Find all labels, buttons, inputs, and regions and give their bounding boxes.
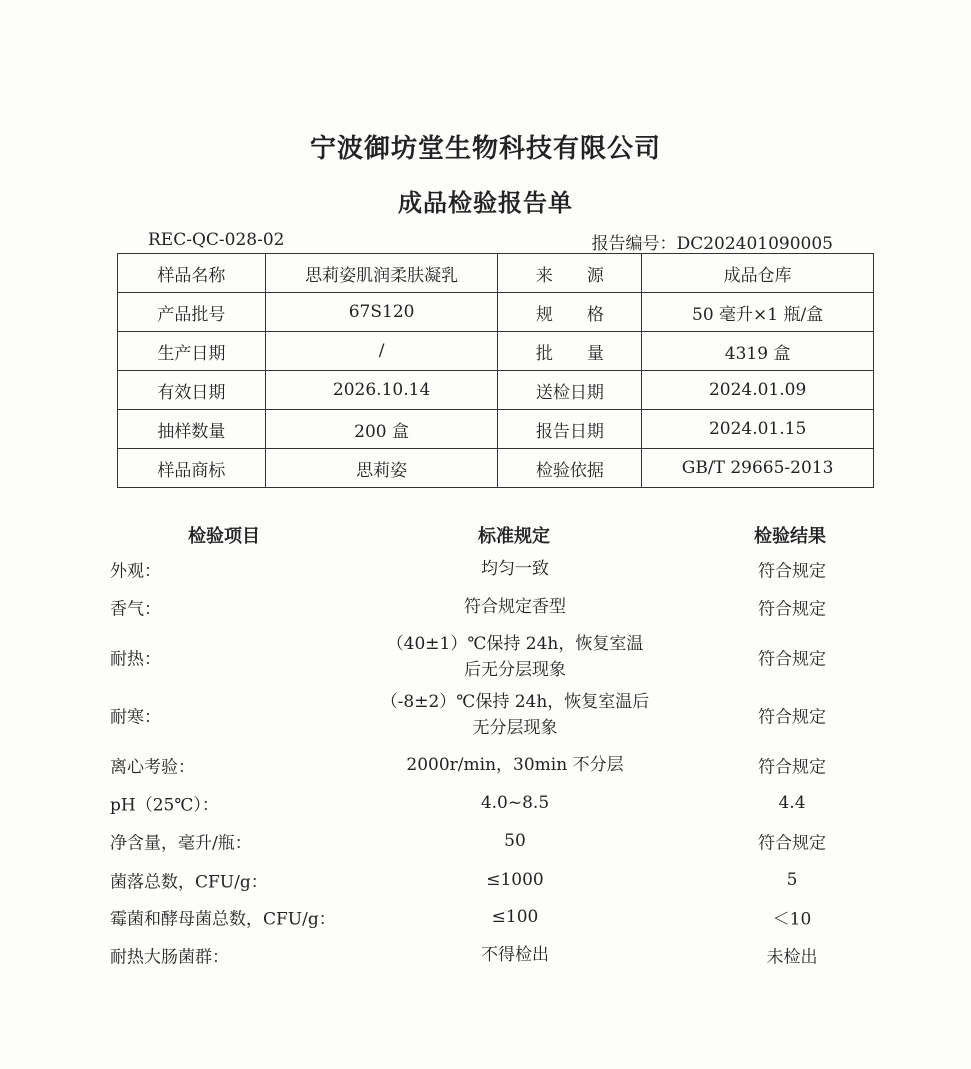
result-item: 耐热：	[110, 649, 161, 670]
report-number	[592, 229, 833, 254]
info-value: /	[265, 332, 498, 371]
info-value: 思莉姿肌润柔肤凝乳	[265, 254, 498, 293]
info-label: 报告日期	[498, 410, 642, 449]
result-item: pH（25℃）：	[110, 795, 219, 816]
result-item: 耐热大肠菌群：	[110, 947, 229, 968]
result-standard: 2000r/min，30min 不分层	[406, 755, 624, 775]
result-standard-line2: 无分层现象	[472, 718, 558, 738]
result-item: 外观：	[110, 561, 161, 582]
info-value: 2024.01.09	[642, 371, 874, 410]
info-value: 2024.01.15	[642, 410, 874, 449]
table-row	[118, 371, 874, 410]
info-label: 样品名称	[118, 254, 266, 293]
result-item: 离心考验：	[110, 757, 195, 778]
result-item: 香气：	[110, 599, 161, 620]
info-label: 检验依据	[498, 449, 642, 488]
result-value: 符合规定	[758, 757, 826, 778]
table-row	[118, 254, 874, 293]
info-value: 2026.10.14	[265, 371, 498, 410]
result-standard: ≤100	[491, 907, 539, 927]
result-item: 霉菌和酵母菌总数，CFU/g：	[110, 909, 336, 930]
result-row	[0, 822, 971, 860]
document-number: REC-QC-028-02	[148, 230, 285, 250]
table-row	[118, 332, 874, 371]
result-standard: ≤1000	[486, 870, 544, 890]
result-row	[0, 784, 971, 822]
info-value: 67S120	[265, 293, 498, 332]
result-value: 未检出	[766, 947, 818, 968]
company-name: 宁波御坊堂生物科技有限公司	[309, 134, 661, 164]
sample-info-table	[117, 253, 874, 488]
info-label: 样品商标	[118, 449, 266, 488]
result-item: 净含量，毫升/瓶：	[110, 833, 252, 854]
result-value: ＜10	[772, 909, 812, 930]
result-value: 5	[786, 870, 798, 890]
info-label: 抽样数量	[118, 410, 266, 449]
result-standard-line1: （40±1）℃保持 24h，恢复室温	[386, 634, 644, 654]
result-item: 菌落总数，CFU/g：	[110, 872, 268, 893]
result-value: 4.4	[778, 793, 806, 813]
result-value: 符合规定	[758, 649, 826, 670]
header-result: 检验结果	[754, 526, 826, 547]
header-item: 检验项目	[188, 526, 260, 547]
table-row	[118, 293, 874, 332]
info-value: 200 盒	[265, 410, 498, 449]
result-standard: 4.0~8.5	[480, 793, 550, 813]
table-row	[118, 449, 874, 488]
info-value: 思莉姿	[265, 449, 498, 488]
result-standard	[330, 689, 700, 741]
result-standard-line1: （-8±2）℃保持 24h，恢复室温后	[380, 692, 650, 712]
info-label: 规 格	[498, 293, 642, 332]
result-row	[0, 628, 971, 686]
result-value: 符合规定	[758, 707, 826, 728]
result-row	[0, 898, 971, 936]
info-value: 成品仓库	[642, 254, 874, 293]
result-standard: 符合规定香型	[464, 597, 566, 617]
report-number-value: DC202401090005	[676, 234, 833, 254]
result-value: 符合规定	[758, 833, 826, 854]
info-value: 4319 盒	[642, 332, 874, 371]
result-value: 符合规定	[758, 599, 826, 620]
info-label: 批 量	[498, 332, 642, 371]
result-row	[0, 550, 971, 588]
result-standard-line2: 后无分层现象	[464, 660, 566, 680]
result-item: 耐寒：	[110, 707, 161, 728]
result-row	[0, 936, 971, 974]
result-standard: 不得检出	[481, 945, 549, 965]
info-value: 50 毫升×1 瓶/盒	[642, 293, 874, 332]
result-row	[0, 746, 971, 784]
table-row	[118, 410, 874, 449]
result-row	[0, 588, 971, 626]
info-label: 来 源	[498, 254, 642, 293]
info-label: 有效日期	[118, 371, 266, 410]
report-number-label: 报告编号：	[591, 234, 677, 254]
document-title: 成品检验报告单	[398, 189, 573, 217]
info-label: 送检日期	[498, 371, 642, 410]
info-label: 产品批号	[118, 293, 266, 332]
info-value: GB/T 29665-2013	[642, 449, 874, 488]
result-standard: 50	[504, 831, 526, 851]
header-standard: 标准规定	[478, 526, 550, 547]
result-row	[0, 686, 971, 744]
result-standard: 均匀一致	[481, 559, 549, 579]
result-row	[0, 861, 971, 899]
info-label: 生产日期	[118, 332, 266, 371]
result-value: 符合规定	[758, 561, 826, 582]
result-standard	[330, 631, 700, 683]
